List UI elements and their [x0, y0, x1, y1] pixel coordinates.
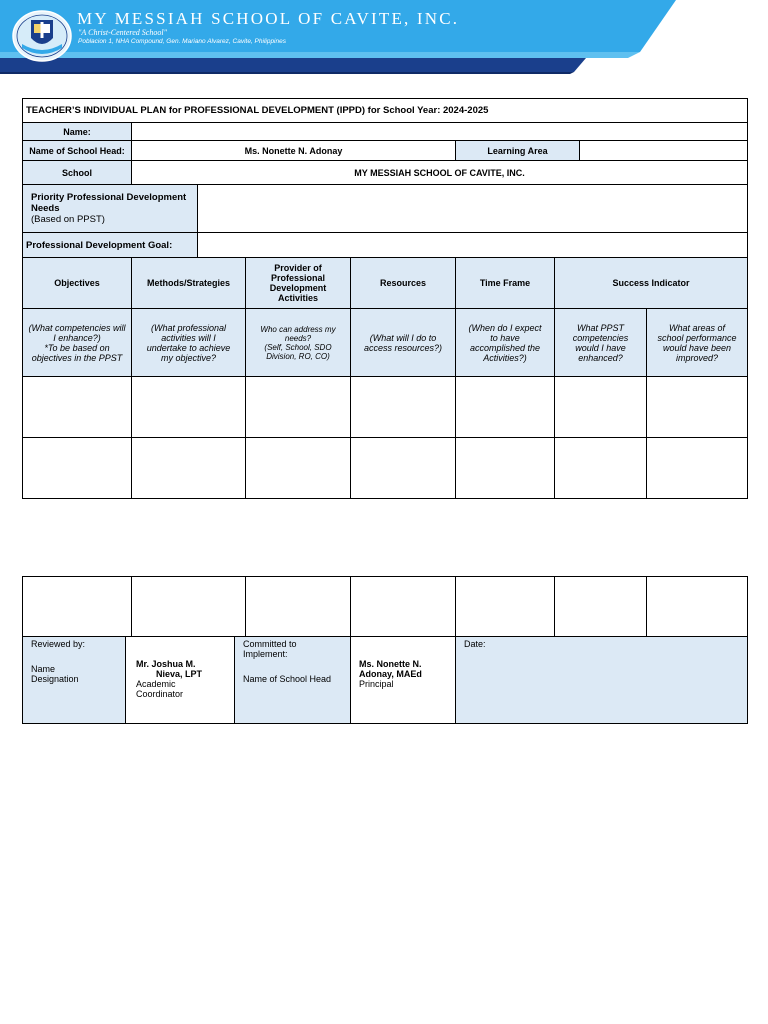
table-row [23, 438, 748, 499]
guide-success-school: What areas of school performance would have been improved? [647, 309, 748, 377]
entry-cell[interactable] [647, 438, 748, 499]
reviewer-cell [126, 637, 235, 724]
entry-cell[interactable] [132, 377, 246, 438]
entry-cell[interactable] [351, 377, 456, 438]
col-timeframe: Time Frame [456, 258, 555, 309]
pd-goal-field[interactable] [198, 233, 748, 258]
entry-cell[interactable] [456, 377, 555, 438]
name-label: Name: [23, 123, 132, 141]
learning-area-field[interactable] [580, 141, 748, 161]
table-row [23, 377, 748, 438]
guide-objectives-question: (What competencies will I enhance?) [28, 322, 126, 343]
reviewer-title-2: Coordinator [136, 689, 184, 699]
guide-resources: (What will I do to access resources?) [351, 309, 456, 377]
guide-timeframe: (When do I expect to have accomplished the Activities?) [456, 309, 555, 377]
reviewed-by-cell [23, 637, 126, 724]
head-cell [351, 637, 456, 724]
guide-provider-question: Who can address my needs? [260, 324, 336, 343]
entry-cell[interactable] [246, 377, 351, 438]
entry-cell[interactable] [132, 438, 246, 499]
entry-cell[interactable] [23, 377, 132, 438]
entry-cell[interactable] [456, 577, 555, 637]
ippd-form-table [22, 98, 748, 499]
table-row [23, 577, 748, 637]
committed-label-2: Implement: [243, 649, 288, 659]
guide-objectives [23, 309, 132, 377]
col-objectives: Objectives [23, 258, 132, 309]
col-resources: Resources [351, 258, 456, 309]
entry-cell[interactable] [246, 438, 351, 499]
priority-needs-title: Priority Professional Development Needs [31, 192, 187, 214]
guide-objectives-note: *To be based on objectives in the PPST [31, 342, 123, 363]
date-label: Date: [464, 639, 486, 649]
col-success: Success Indicator [555, 258, 748, 309]
school-label: School [23, 161, 132, 185]
school-name: MY MESSIAH SCHOOL OF CAVITE, INC. [77, 9, 460, 28]
col-methods: Methods/Strategies [132, 258, 246, 309]
priority-needs-label [23, 185, 198, 233]
date-cell[interactable] [456, 637, 748, 724]
priority-needs-sub: (Based on PPST) [31, 214, 105, 225]
school-address: Poblacion 1, NHA Compound, Gen. Mariano Alvarez, Cavite, Philippines [78, 38, 286, 45]
signature-table [22, 576, 748, 724]
name-label-sig: Name [31, 664, 56, 674]
guide-provider-examples: (Self, School, SDO Division, RO, CO) [264, 342, 332, 361]
committed-label-1: Committed to [243, 639, 297, 649]
reviewer-title-1: Academic [136, 679, 176, 689]
school-seal-icon [12, 10, 72, 62]
school-motto: "A Christ-Centered School" [78, 28, 167, 37]
entry-cell[interactable] [647, 377, 748, 438]
name-field[interactable] [132, 123, 748, 141]
school-head-sig-label: Name of School Head [243, 674, 332, 684]
entry-cell[interactable] [555, 377, 647, 438]
learning-area-label: Learning Area [456, 141, 580, 161]
school-head-label: Name of School Head: [23, 141, 132, 161]
entry-cell[interactable] [351, 577, 456, 637]
entry-cell[interactable] [132, 577, 246, 637]
school-head-field[interactable]: Ms. Nonette N. Adonay [132, 141, 456, 161]
col-provider: Provider of Professional Development Activities [246, 258, 351, 309]
reviewed-by-label: Reviewed by: [31, 639, 86, 649]
school-banner [0, 0, 768, 78]
head-name-2: Adonay, MAEd [359, 669, 422, 679]
entry-cell[interactable] [351, 438, 456, 499]
entry-cell[interactable] [555, 577, 647, 637]
committed-cell [235, 637, 351, 724]
guide-methods: (What professional activities will I undertake to achieve my objective? [132, 309, 246, 377]
head-name-1: Ms. Nonette N. [359, 659, 422, 669]
entry-cell[interactable] [23, 438, 132, 499]
entry-cell[interactable] [23, 577, 132, 637]
designation-label: Designation [31, 674, 79, 684]
entry-cell[interactable] [246, 577, 351, 637]
entry-cell[interactable] [456, 438, 555, 499]
reviewer-name-2: Nieva, LPT [156, 669, 203, 679]
priority-needs-field[interactable] [198, 185, 748, 233]
guide-success-ppst: What PPST competencies would I have enhanced? [555, 309, 647, 377]
head-title: Principal [359, 679, 394, 689]
form-title: TEACHER’S INDIVIDUAL PLAN for PROFESSIONAL DEVELOPMENT (IPPD) for School Year: 2024-2025 [23, 99, 748, 123]
entry-cell[interactable] [555, 438, 647, 499]
guide-provider [246, 309, 351, 377]
entry-cell[interactable] [647, 577, 748, 637]
reviewer-name-1: Mr. Joshua M. [136, 659, 196, 669]
pd-goal-label: Professional Development Goal: [23, 233, 198, 258]
school-field[interactable]: MY MESSIAH SCHOOL OF CAVITE, INC. [132, 161, 748, 185]
